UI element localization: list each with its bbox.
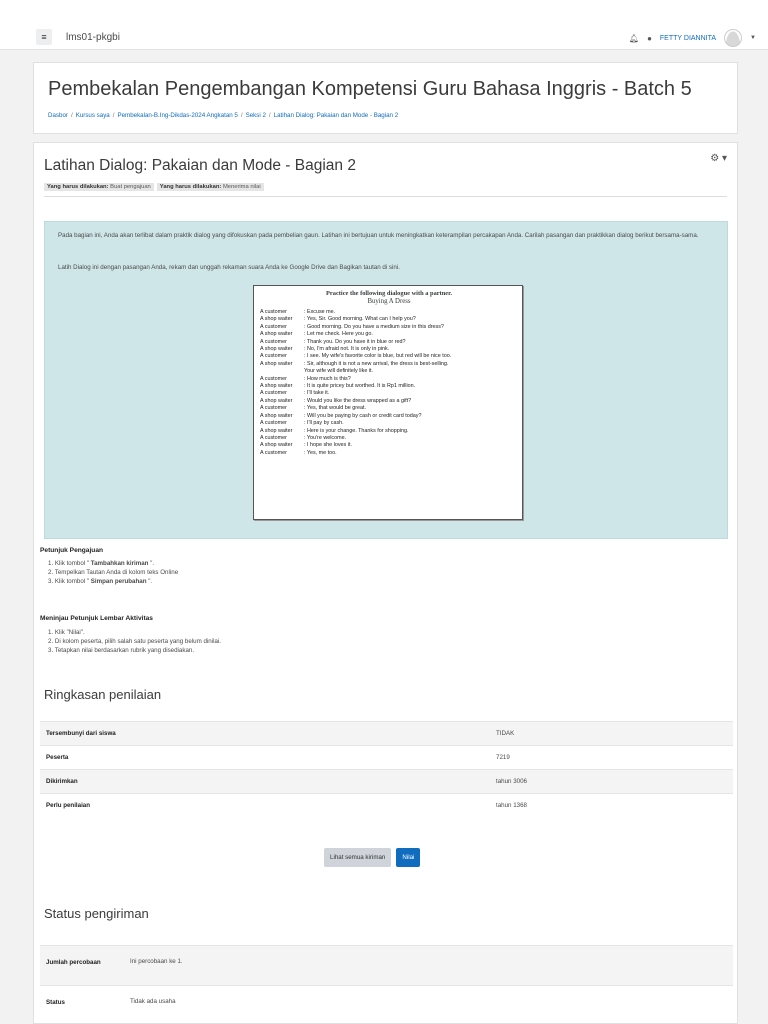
activity-description — [44, 221, 728, 539]
dialogue-speaker: A customer — [260, 309, 287, 315]
requirement-value: Menerima nilai — [222, 184, 261, 190]
dialogue-text: : I'll take it. — [304, 390, 330, 397]
submission-steps — [40, 560, 178, 586]
row-value: tahun 1368 — [496, 802, 527, 809]
dialogue-speaker: A customer — [260, 390, 287, 397]
table-row — [40, 793, 733, 817]
dialogue-line — [260, 435, 451, 442]
row-label: Tersembunyi dari siswa — [46, 730, 116, 737]
dialogue-text: Your wife will definitely like it. — [304, 368, 374, 375]
divider — [44, 196, 727, 197]
row-label: Peserta — [46, 754, 69, 761]
grading-summary-heading: Ringkasan penilaian — [44, 687, 162, 702]
dialogue-line — [260, 324, 451, 331]
dialogue-line — [260, 398, 451, 405]
dialogue-text: : Would you like the dress wrapped as a gift? — [304, 397, 412, 404]
nav-drawer-toggle[interactable] — [36, 29, 52, 45]
intro-paragraph: Pada bagian ini, Anda akan terlibat dalam praktik dialog yang difokuskan pada pembelian gaun. Latihan ini bertujuan untuk meningkatkan keterampilan percakapan Anda. Carilah pasangan dan praktikkan dialog berikut bersama-sama. — [58, 232, 699, 239]
course-header — [33, 62, 738, 134]
submission-instructions-heading: Petunjuk Pengajuan — [40, 547, 104, 554]
dialogue-text: : Excuse me. — [304, 309, 336, 315]
requirement-badge — [157, 183, 264, 191]
table-row — [40, 745, 733, 769]
user-nav — [629, 29, 756, 47]
row-label: Jumlah percobaan — [46, 959, 101, 966]
completion-requirements — [44, 183, 264, 191]
activity-title: Latihan Dialog: Pakaian dan Mode - Bagian 2 — [44, 157, 356, 174]
hamburger-icon: ≡ — [41, 31, 47, 42]
dialogue-text: : Sir, although it is not a new arrival, the dress is best-selling. — [304, 360, 449, 367]
site-name[interactable]: lms01-pkgbi — [66, 32, 120, 43]
dialogue-text: : Yes, Sir. Good morning. What can I help you? — [304, 316, 416, 323]
top-navbar — [0, 0, 768, 50]
view-all-submissions-button[interactable]: Lihat semua kiriman — [324, 848, 391, 867]
gear-icon[interactable]: ⚙ ▾ — [710, 153, 727, 164]
dialogue-line — [260, 450, 451, 457]
dialogue-text: : Will you be paying by cash or credit card today? — [304, 412, 422, 419]
submission-status-heading: Status pengiriman — [44, 906, 149, 921]
dialogue-text: : No, I'm afraid not. It is only in pink. — [304, 346, 390, 353]
dialogue-text: : Yes, that would be great. — [304, 405, 367, 412]
dialogue-text: : Yes, me too. — [304, 449, 337, 456]
dialogue-line — [260, 428, 451, 435]
dialogue-line — [260, 353, 451, 360]
dialogue-line — [260, 442, 451, 449]
row-label: Dikirimkan — [46, 778, 78, 785]
list-item: 2. Tempelkan Tautan Anda di kolom teks Online — [48, 568, 179, 576]
breadcrumb-section[interactable]: Seksi 2 — [245, 112, 266, 119]
dialogue-speaker: A customer — [260, 434, 287, 441]
breadcrumb — [48, 112, 398, 119]
avatar[interactable] — [724, 29, 742, 47]
requirement-label: Yang harus dilakukan: — [47, 184, 109, 190]
caret-down-icon[interactable]: ▼ — [750, 35, 756, 41]
dialogue-speaker: A shop waiter — [260, 397, 293, 404]
breadcrumb-dashboard[interactable]: Dasbor — [48, 112, 68, 119]
dialogue-line — [260, 309, 451, 316]
list-item: 3. Klik tombol " Simpan perubahan ". — [48, 577, 153, 585]
row-value: Ini percobaan ke 1. — [130, 958, 183, 965]
dialogue-text: : How much is this? — [304, 375, 351, 382]
dialogue-text: : Good morning. Do you have a medium size in this dress? — [304, 323, 444, 330]
chat-icon[interactable]: ● — [647, 33, 652, 43]
breadcrumb-course[interactable]: Pembekalan-B.Ing-Dikdas-2024 Angkatan 5 — [117, 112, 238, 119]
dialogue-speaker: A shop waiter — [260, 412, 293, 419]
dialogue-speaker: A shop waiter — [260, 346, 293, 353]
dialogue-text: : Thank you. Do you have it in blue or red? — [304, 338, 406, 345]
dialogue-line — [260, 331, 451, 338]
breadcrumb-separator: / — [70, 112, 73, 119]
dialogue-speaker: A customer — [260, 375, 287, 382]
main-region — [33, 142, 738, 1024]
dialogue-text: : You're welcome. — [304, 434, 347, 441]
dialogue-text: : Let me check. Here you go. — [304, 331, 373, 338]
dialogue-line — [260, 316, 451, 323]
table-row — [40, 985, 733, 1024]
dialogue-speaker: A shop waiter — [260, 427, 293, 434]
dialogue-line — [260, 368, 451, 375]
grade-button[interactable]: Nilai — [396, 848, 420, 867]
list-item: 2. Di kolom peserta, pilih salah satu peserta yang belum dinilai. — [48, 637, 221, 645]
breadcrumb-separator: / — [240, 112, 243, 119]
dialogue-speaker — [260, 368, 304, 375]
breadcrumb-my-courses[interactable]: Kursus saya — [75, 112, 110, 119]
bell-icon[interactable]: 🔔︎ — [628, 33, 640, 43]
dialogue-speaker: A shop waiter — [260, 331, 293, 338]
table-row — [40, 769, 733, 793]
dialogue-speaker: A customer — [260, 449, 287, 456]
breadcrumb-separator: / — [268, 112, 271, 119]
grading-actions — [324, 848, 420, 867]
dialogue-line — [260, 390, 451, 397]
submission-status-table — [40, 945, 733, 1024]
dialogue-speaker: A shop waiter — [260, 316, 293, 323]
intro-paragraph: Latih Dialog ini dengan pasangan Anda, rekam dan unggah rekaman suara Anda ke Google Drive dan Bagikan tautan di sini. — [58, 264, 400, 271]
dialogue-speaker: A customer — [260, 405, 287, 412]
requirement-value: Buat pengajuan — [110, 184, 151, 190]
review-instructions-heading: Meninjau Petunjuk Lembar Aktivitas — [40, 615, 153, 622]
user-name[interactable]: FETTY DIANNITA — [659, 34, 717, 42]
grading-summary-table — [40, 721, 733, 817]
breadcrumb-separator: / — [112, 112, 115, 119]
row-label: Perlu penilaian — [46, 802, 91, 809]
page-title: Pembekalan Pengembangan Kompetensi Guru Bahasa Inggris - Batch 5 — [48, 78, 692, 100]
requirement-label: Yang harus dilakukan: — [159, 184, 222, 190]
dialogue-text: : I hope she loves it. — [304, 442, 352, 449]
list-item: 1. Klik "Nilai". — [48, 629, 85, 636]
dialogue-speaker: A shop waiter — [260, 442, 293, 449]
breadcrumb-activity[interactable]: Latihan Dialog: Pakaian dan Mode - Bagian 2 — [273, 112, 399, 119]
dialogue-heading: Practice the following dialogue with a partner. — [326, 290, 452, 297]
table-row — [40, 721, 733, 745]
review-steps — [40, 629, 221, 655]
dialogue-text: : I see. My wife's favorite color is blue, but red will be nice too. — [304, 353, 452, 360]
dialogue-speaker: A customer — [260, 323, 287, 330]
row-value: TIDAK — [496, 730, 515, 737]
dialogue-lines — [260, 309, 451, 457]
dialogue-line — [260, 413, 451, 420]
dialogue-text: : Here is your change. Thanks for shopping. — [304, 427, 409, 434]
dialogue-line — [260, 405, 451, 412]
row-value: tahun 3006 — [496, 778, 527, 785]
dialogue-text: : It is quite pricey but worthed. It is Rp1 million. — [304, 383, 416, 390]
dialogue-image — [253, 285, 523, 520]
row-value: Tidak ada usaha — [130, 998, 176, 1005]
dialogue-text: : I'll pay by cash. — [304, 420, 344, 427]
dialogue-line — [260, 361, 451, 368]
requirement-badge — [44, 183, 154, 191]
dialogue-line — [260, 346, 451, 353]
dialogue-speaker: A customer — [260, 420, 287, 427]
dialogue-speaker: A shop waiter — [260, 383, 293, 390]
table-row — [40, 945, 733, 985]
row-value: 7219 — [496, 754, 510, 761]
list-item: 3. Tetapkan nilai berdasarkan rubrik yang disediakan. — [48, 646, 195, 654]
list-item: 1. Klik tombol " Tambahkan kiriman ". — [48, 560, 155, 567]
dialogue-subheading: Buying A Dress — [367, 298, 411, 305]
dialogue-speaker: A shop waiter — [260, 360, 293, 367]
dialogue-line — [260, 339, 451, 346]
dialogue-speaker: A customer — [260, 353, 287, 360]
dialogue-speaker: A customer — [260, 338, 287, 345]
dialogue-line — [260, 420, 451, 427]
dialogue-line — [260, 376, 451, 383]
row-label: Status — [46, 999, 65, 1006]
dialogue-line — [260, 383, 451, 390]
